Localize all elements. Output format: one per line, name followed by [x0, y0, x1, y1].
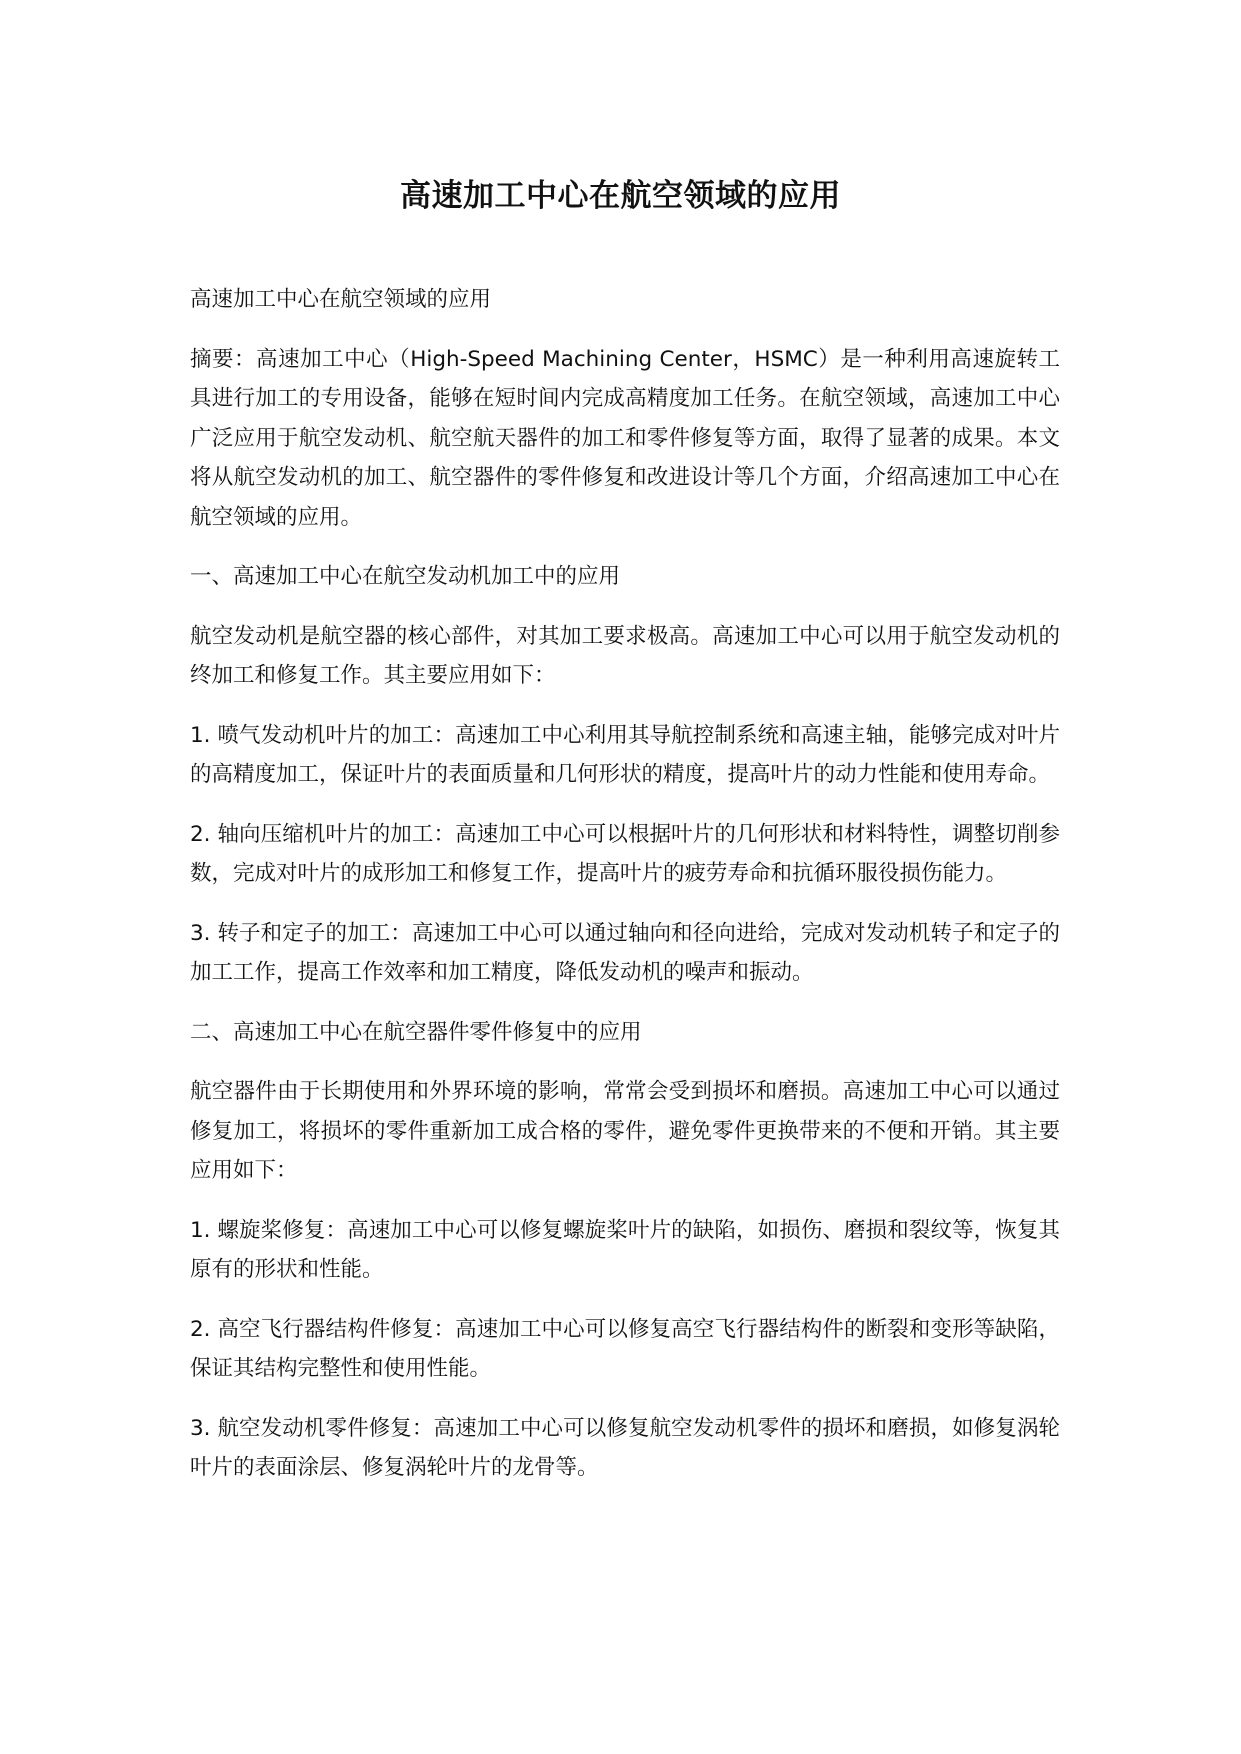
- section-2-item-2: 2. 高空飞行器结构件修复：高速加工中心可以修复高空飞行器结构件的断裂和变形等缺陷，保证其结构完整性和使用性能。: [190, 1316, 1060, 1381]
- section-heading-2: 二、高速加工中心在航空器件零件修复中的应用: [190, 1019, 642, 1045]
- section-1-intro: 航空发动机是航空器的核心部件，对其加工要求极高。高速加工中心可以用于航空发动机的终加工和修复工作。其主要应用如下：: [190, 623, 1060, 688]
- section-2-item-3: 3. 航空发动机零件修复：高速加工中心可以修复航空发动机零件的损坏和磨损，如修复涡轮叶片的表面涂层、修复涡轮叶片的龙骨等。: [190, 1415, 1060, 1480]
- section-1-item-1: 1. 喷气发动机叶片的加工：高速加工中心利用其导航控制系统和高速主轴，能够完成对叶片的高精度加工，保证叶片的表面质量和几何形状的精度，提高叶片的动力性能和使用寿命。: [190, 722, 1060, 787]
- document-body: [190, 280, 1060, 1508]
- section-2-item-1: 1. 螺旋桨修复：高速加工中心可以修复螺旋桨叶片的缺陷，如损伤、磨损和裂纹等，恢复其原有的形状和性能。: [190, 1217, 1060, 1282]
- section-2-intro: 航空器件由于长期使用和外界环境的影响，常常会受到损坏和磨损。高速加工中心可以通过修复加工，将损坏的零件重新加工成合格的零件，避免零件更换带来的不便和开销。其主要应用如下：: [190, 1079, 1060, 1183]
- document-title: 高速加工中心在航空领域的应用: [400, 178, 841, 214]
- section-heading-1: 一、高速加工中心在航空发动机加工中的应用: [190, 564, 621, 589]
- abstract-paragraph: 摘要：高速加工中心（High-Speed Machining Center，HSMC）是一种利用高速旋转工具进行加工的专用设备，能够在短时间内完成高精度加工任务。在航空领域，高速加工中心广泛应用于航空发动机、航空航天器件的加工和零件修复等方面，取得了显著的成果。本文将从航空发动机的加工、航空器件的零件修复和改进设计等几个方面，介绍高速加工中心在航空领域的应用。: [190, 346, 1060, 530]
- section-1-item-2: 2. 轴向压缩机叶片的加工：高速加工中心可以根据叶片的几何形状和材料特性，调整切削参数，完成对叶片的成形加工和修复工作，提高叶片的疲劳寿命和抗循环服役损伤能力。: [190, 821, 1060, 886]
- section-1-item-3: 3. 转子和定子的加工：高速加工中心可以通过轴向和径向进给，完成对发动机转子和定子的加工工作，提高工作效率和加工精度，降低发动机的噪声和振动。: [190, 920, 1060, 985]
- subtitle-paragraph: 高速加工中心在航空领域的应用: [190, 287, 492, 312]
